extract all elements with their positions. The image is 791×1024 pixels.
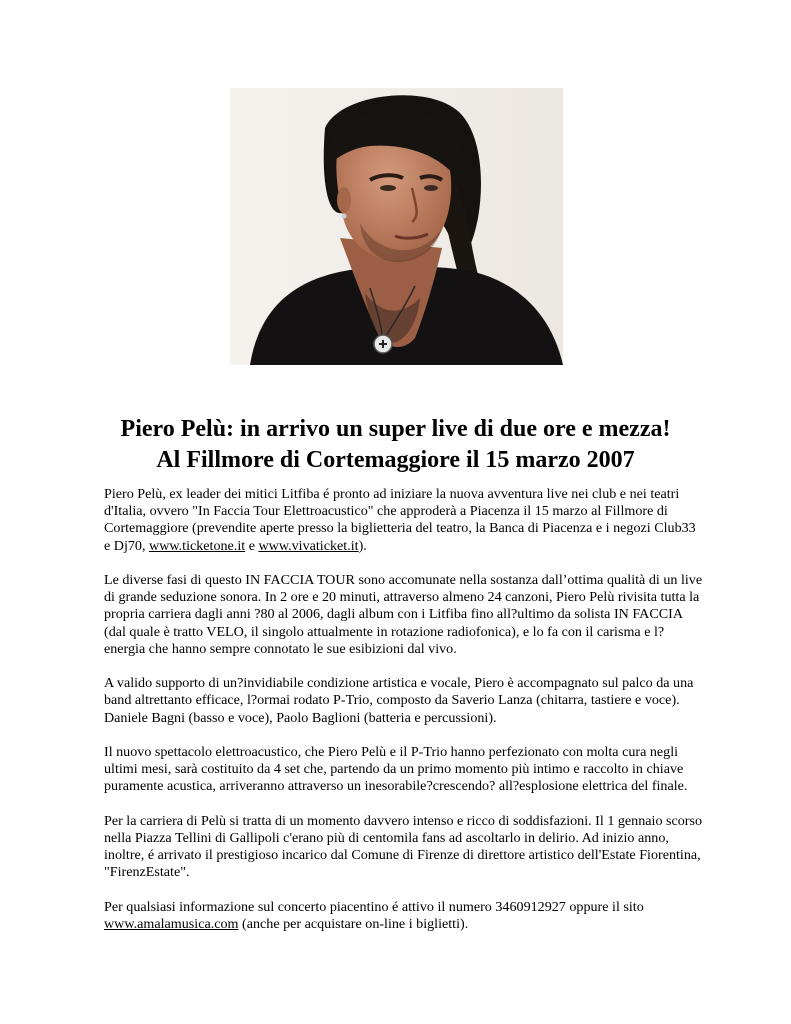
article-body bbox=[104, 486, 704, 950]
paragraph-5: Per la carriera di Pelù si tratta di un momento davvero intenso e ricco di soddisfazioni. Il 1 gennaio scorso nella Piazza Tellini di Gallipoli c'erano più di centomila fans ad ascoltarlo in delirio. Ad inizio anno, inoltre, é arrivato il prestigioso incarico dal Comune di Firenze di direttore artistico dell'Estate Fiorentina, "FirenzEstate". bbox=[104, 812, 703, 881]
paragraph-1 bbox=[104, 486, 704, 555]
amalamusica-link[interactable]: www.amalamusica.com bbox=[104, 916, 239, 932]
paragraph-3: A valido supporto di un?invidiabile condizione artistica e vocale, Piero è accompagnato sul palco da una band altrettanto efficace, l?ormai rodato P-Trio, composto da Saverio Lanza (chitarra, tastiere e voce). Daniele Bagni (basso e voce), Paolo Baglioni (batteria e percussioni). bbox=[104, 675, 694, 726]
paragraph-6-text: Per qualsiasi informazione sul concerto piacentino é attivo il numero 3460912927 oppure il sito bbox=[104, 898, 644, 915]
artist-photo bbox=[230, 88, 563, 365]
paragraph-6-end: (anche per acquistare on-line i biglietti). bbox=[238, 916, 469, 932]
headline-line-2: Al Fillmore di Cortemaggiore il 15 marzo 2007 bbox=[156, 447, 635, 473]
paragraph-2: Le diverse fasi di questo IN FACCIA TOUR sono accomunate nella sostanza dall’ottima qualità di un live di grande seduzione sonora. In 2 ore e 20 minuti, attraverso almeno 24 canzoni, Piero Pelù rivisita tutta la propria carriera dagli anni ?80 al 2006, dagli album con i Litfiba fino all?ultimo da solista IN FACCIA (dal quale è tratto VELO, il singolo attualmente in rotazione radiofonica), e lo fa con il carisma e l?energia che hanno sempre connotato le sue esibizioni dal vivo. bbox=[104, 572, 703, 657]
paragraph-4: Il nuovo spettacolo elettroacustico, che Piero Pelù e il P-Trio hanno perfezionato con molta cura negli ultimi mesi, sarà costituito da 4 set che, partendo da un primo momento più intimo e raccolto in chiave puramente acustica, arriveranno attraverso un inesorabile?crescendo? all?esplosione elettrica del finale. bbox=[104, 744, 688, 795]
paragraph-1-end: ). bbox=[358, 537, 367, 554]
portrait-illustration bbox=[230, 88, 563, 365]
paragraph-6 bbox=[104, 899, 704, 933]
ticketone-link[interactable]: www.ticketone.it bbox=[149, 537, 246, 554]
headline-line-1: Piero Pelù: in arrivo un super live di due ore e mezza! bbox=[120, 416, 671, 442]
paragraph-1-between: e bbox=[245, 537, 259, 554]
headline bbox=[60, 414, 731, 476]
vivaticket-link[interactable]: www.vivaticket.it bbox=[258, 537, 359, 554]
paragraph-1-text: Piero Pelù, ex leader dei mitici Litfiba é pronto ad iniziare la nuova avventura live nei club e nei teatri d'Italia, ovvero "In Faccia Tour Elettroacustico" che approderà a Piacenza il 15 marzo al Fillmore di Cortemaggiore (prevendite aperte presso la biglietteria del teatro, la Banca di Piacenza e i negozi Club33 e Dj70, bbox=[104, 486, 696, 554]
